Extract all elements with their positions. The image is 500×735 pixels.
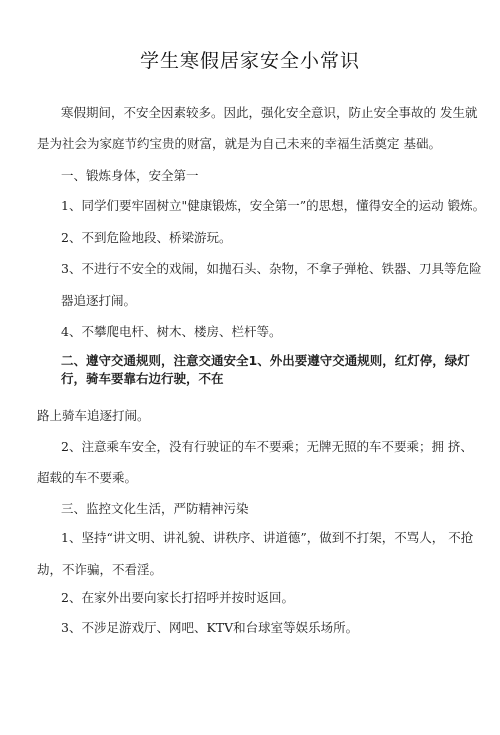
section-heading-1: 一、锻炼身体，安全第一 <box>61 168 199 183</box>
intro-line-1: 寒假期间，不安全因素较多。因此，强化安全意识，防止安全事故的 发生就 <box>61 105 478 120</box>
section-heading-2-line-2: 行，骑车要靠右边行驶，不在 <box>61 371 224 386</box>
item-1-4: 4、不攀爬电杆、树木、楼房、栏杆等。 <box>61 324 282 339</box>
item-1-1: 1、同学们要牢固树立"健康锻炼，安全第一”的思想，懂得安全的运动 锻炼。 <box>61 198 486 213</box>
item-2-1-continuation: 路上骑车追逐打闹。 <box>37 408 150 423</box>
item-3-1-line-1: 1、坚持“讲文明、讲礼貌、讲秩序、讲道德”，做到不打架，不骂人， 不抢 <box>61 530 474 545</box>
item-2-2-line-2: 超载的车不要乘。 <box>37 470 138 485</box>
item-3-2: 2、在家外出要向家长打招呼并按时返回。 <box>61 590 294 605</box>
intro-line-2: 是为社会为家庭节约宝贵的财富，就是为自己未来的幸福生活奠定 基础。 <box>37 136 441 151</box>
item-3-1-line-2: 劫，不诈骗，不看淫。 <box>37 562 163 577</box>
document-title: 学生寒假居家安全小常识 <box>139 50 360 72</box>
item-3-3: 3、不涉足游戏厅、网吧、KTV和台球室等娱乐场所。 <box>61 620 359 635</box>
section-heading-2-line-1: 二、遵守交通规则，注意交通安全1、外出要遵守交通规则，红灯停，绿灯 <box>61 353 470 368</box>
section-heading-3: 三、监控文化生活，严防精神污染 <box>61 501 249 516</box>
item-1-3-line-1: 3、不进行不安全的戏闹，如抛石头、杂物，不拿子弹枪、铁器、刀具等危险 <box>61 261 482 276</box>
item-1-3-line-2: 器追逐打闹。 <box>61 293 137 308</box>
item-2-2-line-1: 2、注意乘车安全，没有行驶证的车不要乘；无牌无照的车不要乘；拥 挤、 <box>61 439 473 454</box>
item-1-2: 2、不到危险地段、桥梁游玩。 <box>61 230 232 245</box>
